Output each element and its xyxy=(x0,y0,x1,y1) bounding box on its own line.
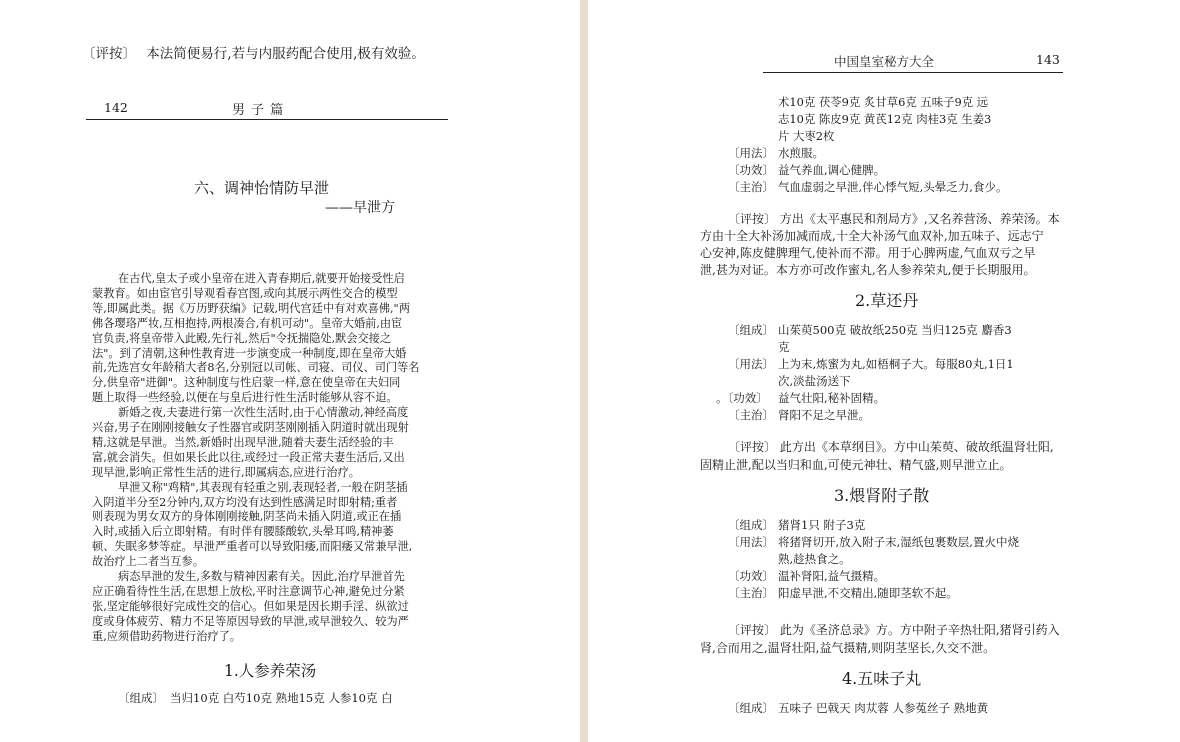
s3-composition-value: 猪肾1只 附子3克 xyxy=(778,518,866,532)
body-line: 佛各璎珞严妆,互相抱持,两根凑合,有机可动"。皇帝大婚前,由宦 xyxy=(92,316,403,330)
body-line: 度或身体疲劳、精力不足等原因导致的早泄,或早泄较久、较为严 xyxy=(92,614,409,628)
s3-composition-label: 〔组成〕 xyxy=(728,518,774,532)
s2-indication-label: 〔主治〕 xyxy=(728,408,774,422)
top-comment-text: 本法简便易行,若与内服药配合使用,极有效验。 xyxy=(146,46,425,62)
s2-usage-line: 上为末,炼蜜为丸,如梧桐子大。每服80丸,1日1 xyxy=(778,357,1014,371)
body-line: 蒙教育。如由宦官引导观看春宫图,或向其展示两性交合的模型 xyxy=(92,286,398,300)
header-rule xyxy=(763,72,1063,73)
s3-effect-label: 〔功效〕 xyxy=(728,569,774,583)
body-line: 入时,或插入后立即射精。有时伴有腰膝酸软,头晕耳鸣,精神萎 xyxy=(92,525,394,539)
chapter-subtitle: ——早泄方 xyxy=(325,200,395,216)
body-line: 入阴道半分至2分钟内,双方均没有达到性感满足时即射精;重者 xyxy=(92,495,398,509)
running-header: 男 子 篇 xyxy=(232,103,285,118)
s1-usage-value: 水煎服。 xyxy=(778,146,824,160)
s1-usage-label: 〔用法〕 xyxy=(728,146,774,160)
section1-composition-label: 〔组成〕 xyxy=(118,691,164,705)
s3-indication-value: 阳虚早泄,不交精出,随即茎软不起。 xyxy=(778,586,958,600)
top-comment xyxy=(82,42,425,62)
s1-comment-line: 〔评按〕 方出《太平惠民和剂局方》,又名养营汤、养荣汤。本 xyxy=(728,212,1060,226)
body-line: 兴奋,男子在刚刚接触女子性器官或阴茎刚刚插入阴道时就出现射 xyxy=(92,421,409,434)
s2-composition-label: 〔组成〕 xyxy=(728,323,774,337)
body-line: 分,供皇帝"进御"。这种制度与性启蒙一样,意在使皇帝在夫妇同 xyxy=(92,376,401,390)
s1-cont-line: 术10克 茯苓9克 炙甘草6克 五味子9克 远 xyxy=(778,95,989,109)
chapter-title: 六、调神怡情防早泄 xyxy=(194,179,330,197)
body-line: 现早泄,影响正常性生活的进行,即属病态,应进行治疗。 xyxy=(92,465,360,479)
section-title-1: 1.人参养荣汤 xyxy=(224,662,317,680)
body-line: 病态早泄的发生,多数与精神因素有关。因此,治疗早泄首先 xyxy=(118,570,405,583)
s1-indication-value: 气血虚弱之早泄,伴心悸气短,头晕乏力,食少。 xyxy=(778,180,1008,194)
body-line: 官负责,将皇帝带入此殿,先行礼,然后"令抚揣隐处,默会交接之 xyxy=(92,331,392,345)
section-title-4: 4.五味子丸 xyxy=(842,669,922,688)
body-line: 等,即属此类。据《万历野获编》记载,明代宫廷中有对欢喜佛,"两 xyxy=(92,301,410,315)
running-header: 中国皇室秘方大全 xyxy=(834,54,935,69)
body-line: 前,先选宫女年龄稍大者8名,分别冠以司帐、司寝、司仪、司门等名 xyxy=(92,361,420,375)
s1-effect-label: 〔功效〕 xyxy=(728,163,774,177)
s2-composition-line: 山茱萸500克 破故纸250克 当归125克 麝香3 xyxy=(778,323,1012,337)
body-line: 顿、失眠多梦等症。早泄严重者可以导致阳痿,而阳痿又常兼早泄, xyxy=(92,540,413,554)
s1-comment-line: 心安神,陈皮健脾理气,使补而不滞。用于心脾两虚,气血双亏之早 xyxy=(700,246,1036,260)
s3-usage-line: 将猪肾切开,放入附子末,湿纸包裹数层,置火中烧 xyxy=(778,535,1019,549)
s3-usage-line: 熟,趁热食之。 xyxy=(778,552,851,566)
s3-comment-line: 肾,合而用之,温肾壮阳,益气摄精,则阴茎坚长,久交不泄。 xyxy=(700,641,996,655)
page-number: 142 xyxy=(104,100,128,115)
s1-comment-line: 泄,甚为对证。本方亦可改作蜜丸,名人参养荣丸,便于长期服用。 xyxy=(700,263,1036,277)
s1-cont-line: 片 大枣2枚 xyxy=(778,129,835,143)
body-line: 早泄又称"鸡精",其表现有轻重之别,表现轻者,一般在阴茎插 xyxy=(118,480,408,494)
body-line: 法"。到了清朝,这种性教育进一步演变成一种制度,即在皇帝大婚 xyxy=(92,346,407,360)
s1-effect-value: 益气养血,调心健脾。 xyxy=(778,163,886,177)
right-page xyxy=(588,0,1180,742)
s3-indication-label: 〔主治〕 xyxy=(728,586,774,600)
s2-usage-line: 次,淡盐汤送下 xyxy=(778,374,851,388)
body-line: 精,这就是早泄。当然,新婚时出现早泄,随着夫妻生活经验的丰 xyxy=(92,435,394,449)
body-line: 故治疗上二者当互参。 xyxy=(92,555,204,569)
s2-comment-line: 〔评按〕 此方出《本草纲目》。方中山茱萸、破故纸温肾壮阳, xyxy=(728,440,1054,454)
body-line: 重,应须借助药物进行治疗了。 xyxy=(92,629,241,643)
s3-effect-value: 温补肾阳,益气摄精。 xyxy=(778,569,886,583)
section1-composition-value: 当归10克 白芍10克 熟地15克 人参10克 白 xyxy=(170,691,393,705)
s4-composition-value: 五味子 巴戟天 肉苁蓉 人参菟丝子 熟地黄 xyxy=(778,701,989,715)
s2-usage-label: 〔用法〕 xyxy=(728,357,774,371)
s3-comment-line: 〔评按〕 此为《圣济总录》方。方中附子辛热壮阳,猪肾引药入 xyxy=(728,623,1060,637)
body-line: 则表现为男女双方的身体刚刚接触,阴茎尚未插入阴道,或正在插 xyxy=(92,510,402,524)
body-line: 在古代,皇太子或小皇帝在进入青春期后,就要开始接受性启 xyxy=(118,272,405,285)
section-title-2: 2.草还丹 xyxy=(855,291,919,310)
body-line: 新婚之夜,夫妻进行第一次性生活时,由于心情激动,神经高度 xyxy=(118,406,409,420)
header-rule xyxy=(86,119,448,120)
left-page xyxy=(0,0,580,742)
body-line: 题上取得一些经验,以便在与皇后进行性生活时能够从容不迫。 xyxy=(92,391,398,405)
top-comment-label: 〔评按〕 xyxy=(82,46,136,62)
s2-comment-line: 固精止泄,配以当归和血,可使元神壮、精气盛,则早泄立止。 xyxy=(700,458,1012,472)
s4-composition-label: 〔组成〕 xyxy=(728,701,774,715)
page-number: 143 xyxy=(1036,52,1060,67)
section-title-3: 3.煨肾附子散 xyxy=(834,486,930,505)
s2-effect-label: 。〔功效〕 xyxy=(716,391,768,405)
s2-composition-line: 克 xyxy=(778,340,790,354)
s1-cont-line: 志10克 陈皮9克 黄芪12克 肉桂3克 生姜3 xyxy=(778,112,992,126)
s2-effect-value: 益气壮阳,秘补固精。 xyxy=(778,391,886,405)
book-gutter xyxy=(580,0,588,742)
s3-usage-label: 〔用法〕 xyxy=(728,535,774,549)
body-line: 应正确看待性生活,在思想上放松,平时注意调节心神,避免过分紧 xyxy=(92,584,405,598)
s1-indication-label: 〔主治〕 xyxy=(728,180,774,194)
body-line: 张,坚定能够很好完成性交的信心。但如果是因长期手淫、纵欲过 xyxy=(92,599,409,613)
s2-indication-value: 肾阳不足之早泄。 xyxy=(778,408,870,422)
s1-comment-line: 方由十全大补汤加减而成,十全大补汤气血双补,加五味子、远志宁 xyxy=(700,229,1044,243)
body-line: 富,就会消失。但如果长此以往,或经过一段正常夫妻生活后,又出 xyxy=(92,450,405,464)
